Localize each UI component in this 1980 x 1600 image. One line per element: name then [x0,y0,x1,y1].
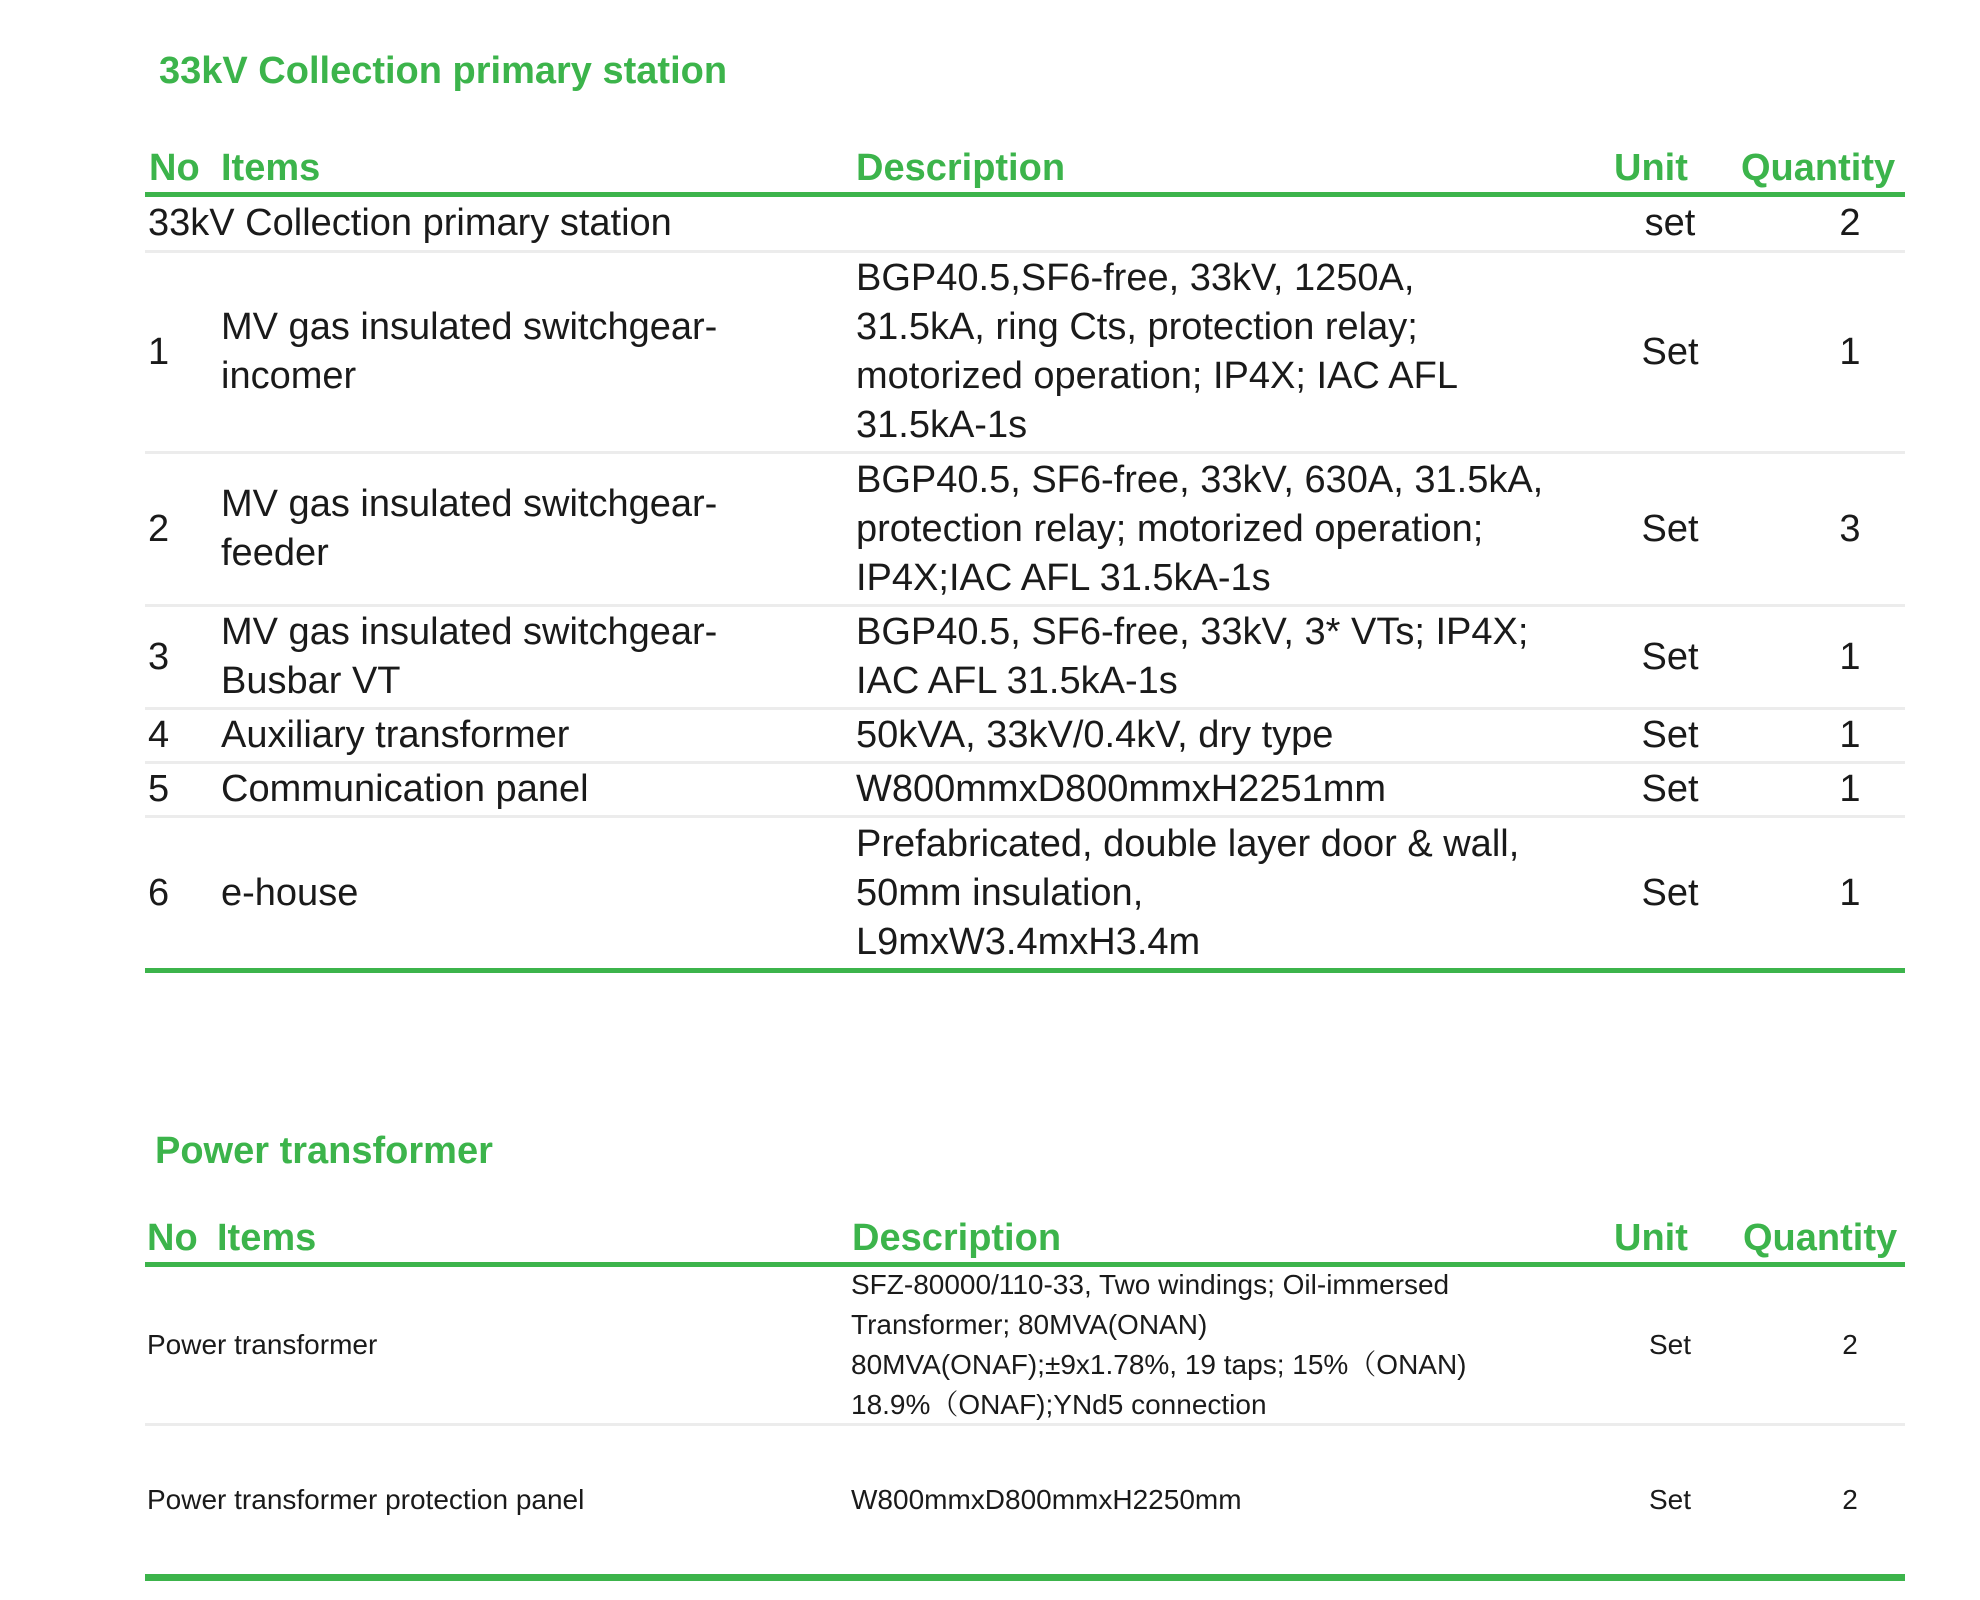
table-row [145,454,1905,607]
row-description [851,1267,1611,1423]
header-quantity: Quantity [1743,1217,1898,1259]
row-quantity: 1 [1839,635,1861,678]
desc-line: SFZ-80000/110-33, Two windings; Oil-immersed [851,1269,1450,1300]
row-quantity: 1 [1839,768,1861,810]
section-title: Power transformer [155,1130,493,1172]
desc-line: BGP40.5, SF6-free, 33kV, 3* VTs; IP4X; [856,611,1529,653]
row-item [221,818,821,968]
item-line: Power transformer protection panel [147,1484,585,1515]
row-item [147,1267,827,1423]
desc-line: Transformer; 80MVA(ONAN) [851,1309,1208,1340]
row-quantity: 1 [1839,714,1861,756]
row-item [221,454,821,604]
desc-line: BGP40.5,SF6-free, 33kV, 1250A, [856,257,1415,299]
row-item [221,253,821,451]
group-label: 33kV Collection primary station [148,202,672,244]
row-quantity: 2 [1842,1329,1858,1360]
desc-line: BGP40.5, SF6-free, 33kV, 630A, 31.5kA, [856,458,1544,501]
section-title: 33kV Collection primary station [159,50,728,92]
desc-line: 50kVA, 33kV/0.4kV, dry type [856,714,1334,756]
item-line: feeder [221,532,329,574]
row-no: 4 [148,714,170,756]
item-line: e-house [221,871,359,914]
row-unit: Set [1648,1484,1692,1515]
item-line: Busbar VT [221,660,401,702]
table-row [145,607,1905,710]
item-line: incomer [221,355,357,397]
row-item [221,607,821,707]
table-row-group [145,197,1905,253]
row-quantity: 2 [1842,1484,1858,1515]
row-unit: Set [1641,714,1699,756]
desc-line: IAC AFL 31.5kA-1s [856,660,1178,702]
item-line: MV gas insulated switchgear- [221,306,718,348]
header-no: No [147,1217,198,1259]
header-quantity: Quantity [1741,147,1896,189]
desc-line: 80MVA(ONAF);±9x1.78%, 19 taps; 15%（ONAN) [851,1349,1467,1380]
desc-line: 50mm insulation, [856,871,1144,914]
desc-line: Prefabricated, double layer door & wall, [856,822,1520,865]
row-quantity: 1 [1839,330,1861,373]
table-row [145,1267,1905,1426]
table-body [145,197,1905,973]
table-header [145,144,1905,197]
row-no: 6 [148,871,170,914]
item-line: MV gas insulated switchgear- [221,611,718,653]
row-unit: Set [1641,330,1699,373]
header-items: Items [221,147,321,189]
row-item [147,1426,827,1574]
desc-line: 31.5kA-1s [856,404,1028,446]
header-no: No [149,147,200,189]
row-quantity: 1 [1839,871,1861,914]
header-items: Items [217,1217,317,1259]
table-row [145,1426,1905,1581]
group-quantity: 2 [1839,202,1861,244]
table-header [145,1214,1905,1267]
table-body [145,1267,1905,1581]
row-no: 2 [148,507,170,550]
row-item [221,764,821,815]
header-unit: Unit [1614,1217,1688,1259]
row-unit: Set [1641,507,1699,550]
header-unit: Unit [1614,147,1688,189]
row-item [221,710,821,761]
item-line: Auxiliary transformer [221,714,570,756]
table-row [145,764,1905,818]
row-unit: Set [1641,635,1699,678]
table-row [145,818,1905,973]
table-row [145,253,1905,454]
table-row [145,710,1905,764]
group-unit: set [1644,202,1696,244]
desc-line: protection relay; motorized operation; [856,507,1484,550]
desc-line: 18.9%（ONAF);YNd5 connection [851,1389,1267,1420]
row-unit: Set [1648,1329,1692,1360]
desc-line: IP4X;IAC AFL 31.5kA-1s [856,556,1271,599]
desc-line: W800mmxD800mmxH2250mm [851,1484,1242,1515]
item-line: Communication panel [221,768,589,810]
row-no: 3 [148,635,170,678]
row-unit: Set [1641,768,1699,810]
item-line: Power transformer [147,1329,378,1360]
row-unit: Set [1641,871,1699,914]
header-description: Description [856,147,1066,189]
row-no: 5 [148,768,170,810]
desc-line: W800mmxD800mmxH2251mm [856,768,1387,810]
row-description [851,1426,1611,1574]
row-quantity: 3 [1839,507,1861,550]
desc-line: 31.5kA, ring Cts, protection relay; [856,306,1418,348]
item-line: MV gas insulated switchgear- [221,483,718,525]
desc-line: motorized operation; IP4X; IAC AFL [856,355,1458,397]
desc-line: L9mxW3.4mxH3.4m [856,920,1201,963]
header-description: Description [852,1217,1062,1259]
row-no: 1 [148,330,170,373]
